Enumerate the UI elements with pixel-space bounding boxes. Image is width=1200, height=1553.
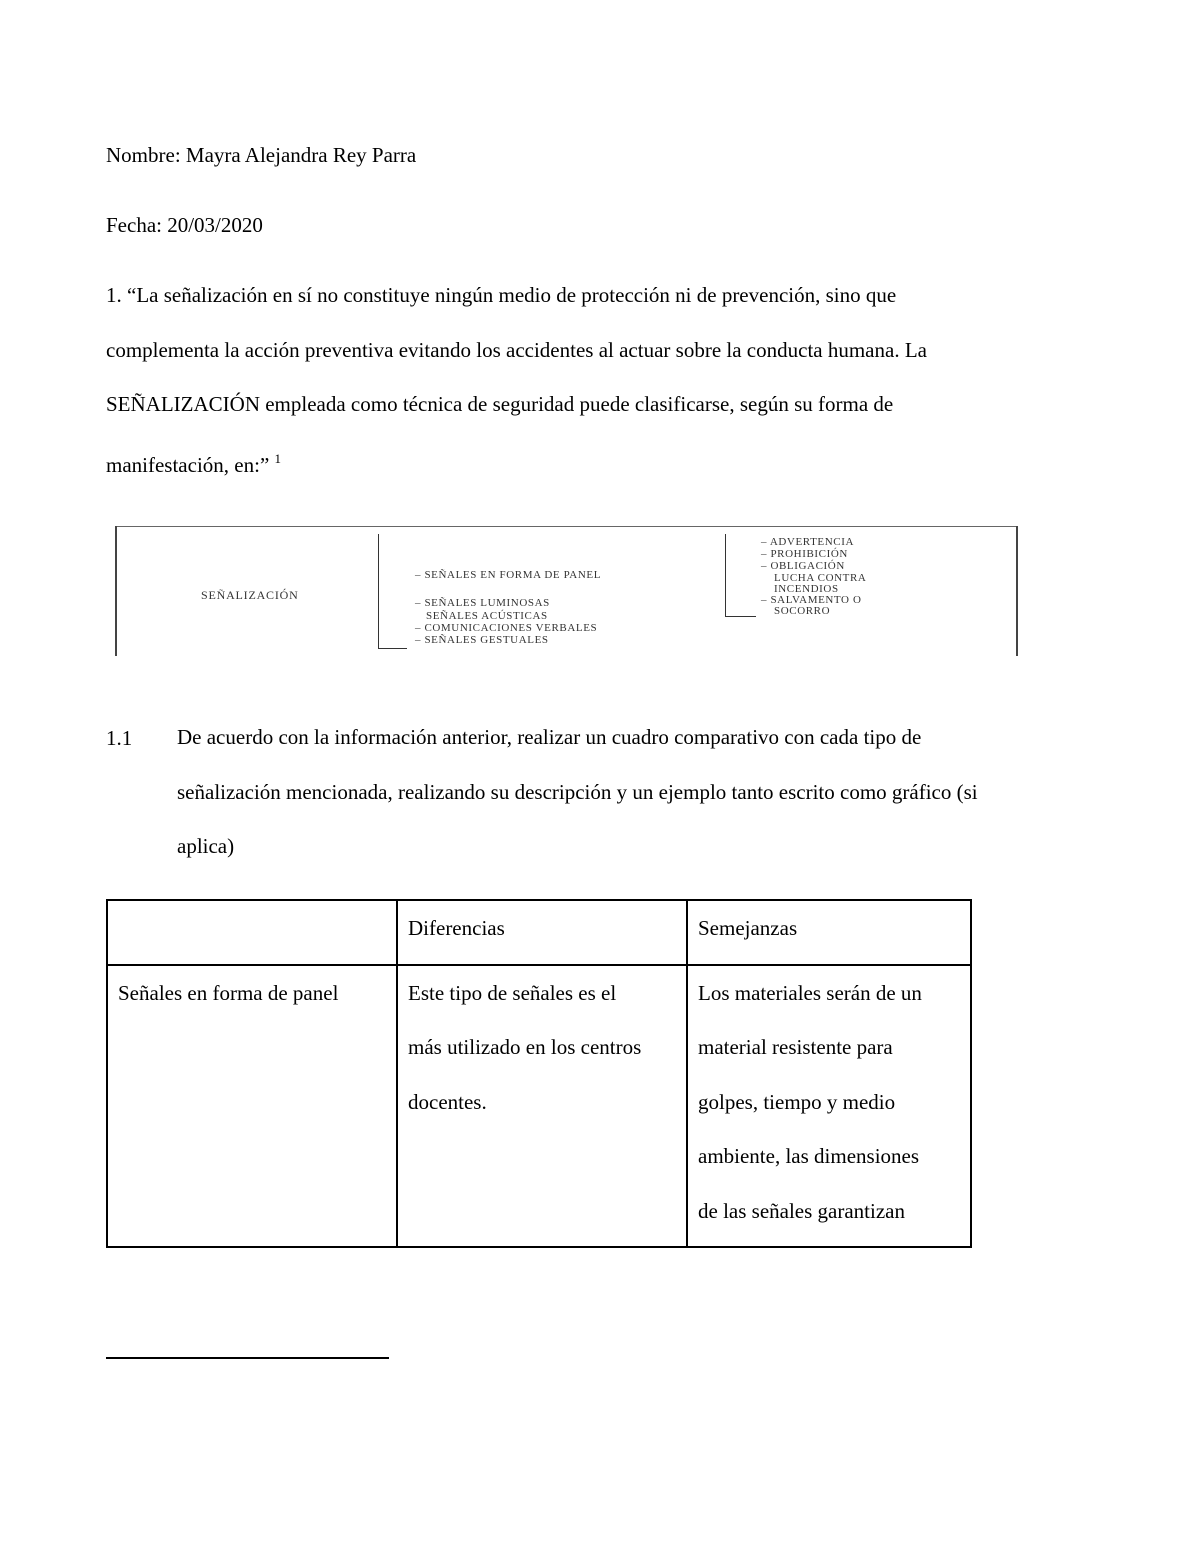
table-cell-line: material resistente para bbox=[698, 1035, 893, 1059]
table-row bbox=[107, 965, 971, 1248]
diagram-bracket-level2 bbox=[725, 534, 756, 617]
classification-diagram bbox=[115, 526, 1018, 656]
table-cell-line: Este tipo de señales es el bbox=[408, 980, 617, 1005]
question-1-line: SEÑALIZACIÓN empleada como técnica de seguridad puede clasificarse, según su forma de bbox=[106, 392, 894, 416]
table-cell-label bbox=[107, 965, 397, 1248]
diagram-level1-item: SEÑALES ACÚSTICAS bbox=[426, 610, 548, 622]
table-header-row bbox=[107, 900, 971, 965]
table-cell-text: Señales en forma de panel bbox=[118, 980, 339, 1005]
diagram-level2-item: – OBLIGACIÓN bbox=[761, 560, 845, 572]
footnote-separator bbox=[106, 1357, 389, 1359]
question-1-last-text: manifestación, en:” bbox=[106, 452, 270, 477]
fecha-line: Fecha: 20/03/2020 bbox=[106, 213, 263, 237]
diagram-right-border bbox=[1016, 526, 1018, 656]
diagram-level2-item: – PROHIBICIÓN bbox=[761, 548, 848, 560]
diagram-bracket-level1 bbox=[378, 534, 407, 649]
diagram-root-label: SEÑALIZACIÓN bbox=[201, 588, 299, 602]
table-cell-text-block bbox=[408, 966, 676, 1130]
diagram-level1-item: – SEÑALES GESTUALES bbox=[415, 634, 549, 646]
diagram-level2-item: – SALVAMENTO O bbox=[761, 594, 862, 606]
table-header-cell: Diferencias bbox=[397, 900, 687, 965]
table-cell-semejanzas bbox=[687, 965, 971, 1248]
diagram-level2-item: – ADVERTENCIA bbox=[761, 536, 854, 548]
question-1-1-line: aplica) bbox=[177, 834, 235, 858]
question-1-line: complementa la acción preventiva evitando los accidentes al actuar sobre la conducta humana. La bbox=[106, 337, 927, 362]
table-cell-line: más utilizado en los centros bbox=[408, 1035, 642, 1059]
diagram-left-border bbox=[115, 526, 117, 656]
question-1-line bbox=[106, 432, 1086, 493]
question-1-1-line: De acuerdo con la información anterior, realizar un cuadro comparativo con cada tipo de bbox=[177, 725, 922, 749]
diagram-level1-item: – SEÑALES EN FORMA DE PANEL bbox=[415, 569, 602, 581]
footnote-reference: 1 bbox=[274, 450, 282, 466]
diagram-level2-item: SOCORRO bbox=[774, 605, 831, 617]
table-cell-line: de las señales garantizan bbox=[698, 1198, 905, 1223]
diagram-top-border bbox=[115, 526, 1018, 527]
diagram-level2-item: LUCHA CONTRA bbox=[774, 572, 867, 584]
table-cell-line: docentes. bbox=[408, 1089, 487, 1114]
diagram-level2-item: INCENDIOS bbox=[774, 583, 839, 595]
table-cell-line: Los materiales serán de un bbox=[698, 980, 922, 1005]
table-header-cell bbox=[107, 900, 397, 965]
question-1-1-line: señalización mencionada, realizando su descripción y un ejemplo tanto escrito como gráfico (si bbox=[177, 779, 978, 804]
table-cell-text-block bbox=[698, 966, 960, 1239]
comparison-table bbox=[106, 899, 972, 1248]
table-cell-diferencias bbox=[397, 965, 687, 1248]
question-1-line: 1. “La señalización en sí no constituye ningún medio de protección ni de prevención, sino que bbox=[106, 283, 897, 307]
question-1-1-paragraph bbox=[177, 710, 1087, 874]
question-1-paragraph bbox=[106, 268, 1086, 492]
table-cell-line: golpes, tiempo y medio bbox=[698, 1089, 896, 1114]
question-1-1-number: 1.1 bbox=[106, 726, 133, 750]
table-cell-line: ambiente, las dimensiones bbox=[698, 1144, 920, 1168]
diagram-level1-item: – SEÑALES LUMINOSAS bbox=[415, 597, 550, 609]
table-header-cell: Semejanzas bbox=[687, 900, 971, 965]
nombre-line: Nombre: Mayra Alejandra Rey Parra bbox=[106, 143, 417, 167]
diagram-level1-item: – COMUNICACIONES VERBALES bbox=[415, 622, 598, 634]
